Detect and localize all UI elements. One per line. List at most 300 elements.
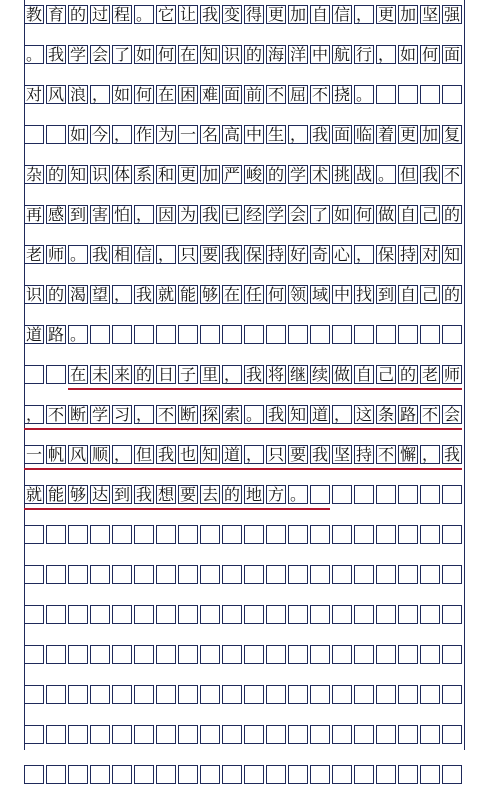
grid-cell: 如 bbox=[399, 45, 416, 64]
grid-cell bbox=[398, 605, 418, 624]
grid-cell: 路 bbox=[47, 325, 64, 344]
grid-cell bbox=[68, 605, 88, 624]
grid-cell: 屈 bbox=[289, 85, 306, 104]
grid-cell: 要 bbox=[201, 245, 218, 264]
grid-cell bbox=[178, 685, 198, 704]
grid-cell: ， bbox=[355, 5, 372, 24]
grid-cell: ， bbox=[333, 405, 350, 424]
grid-cell: 何 bbox=[355, 205, 372, 224]
grid-cell: 道 bbox=[311, 405, 328, 424]
grid-cell: 我 bbox=[245, 365, 262, 384]
grid-cell bbox=[244, 685, 264, 704]
grid-cell: 不 bbox=[377, 445, 394, 464]
grid-cell bbox=[288, 525, 308, 544]
grid-cell: 。 bbox=[69, 325, 86, 344]
text-row bbox=[0, 85, 489, 117]
grid-cell bbox=[420, 685, 440, 704]
grid-cell: 更 bbox=[399, 125, 416, 144]
grid-cell: 子 bbox=[179, 365, 196, 384]
grid-cell bbox=[90, 725, 110, 744]
grid-cell: 怕 bbox=[113, 205, 130, 224]
grid-cell bbox=[156, 765, 176, 784]
grid-cell: 对 bbox=[421, 245, 438, 264]
grid-cell bbox=[332, 325, 352, 344]
grid-cell: 我 bbox=[223, 245, 240, 264]
grid-cell: 我 bbox=[311, 125, 328, 144]
grid-cell bbox=[288, 725, 308, 744]
grid-cell: 行 bbox=[355, 45, 372, 64]
grid-cell: 战 bbox=[355, 165, 372, 184]
text-row bbox=[0, 165, 489, 197]
grid-cell: 渴 bbox=[69, 285, 86, 304]
grid-cell bbox=[244, 565, 264, 584]
grid-cell: 为 bbox=[157, 125, 174, 144]
grid-cell: 知 bbox=[201, 445, 218, 464]
grid-cell: 这 bbox=[355, 405, 372, 424]
grid-cell: 何 bbox=[421, 45, 438, 64]
grid-cell bbox=[442, 485, 462, 504]
grid-cell: 我 bbox=[267, 405, 284, 424]
grid-cell bbox=[24, 725, 44, 744]
grid-cell: 。 bbox=[69, 245, 86, 264]
grid-cell: 着 bbox=[377, 125, 394, 144]
grid-cell bbox=[266, 725, 286, 744]
grid-cell bbox=[134, 725, 154, 744]
grid-cell bbox=[376, 485, 396, 504]
grid-cell: 风 bbox=[69, 445, 86, 464]
grid-cell: 找 bbox=[355, 285, 372, 304]
red-underline bbox=[24, 508, 330, 510]
grid-cell: 帆 bbox=[47, 445, 64, 464]
grid-cell: 何 bbox=[135, 85, 152, 104]
grid-cell: 索 bbox=[223, 405, 240, 424]
grid-cell: 够 bbox=[69, 485, 86, 504]
grid-cell: 条 bbox=[377, 405, 394, 424]
grid-cell: 面 bbox=[443, 45, 460, 64]
grid-cell: 严 bbox=[223, 165, 240, 184]
grid-cell: 更 bbox=[377, 5, 394, 24]
grid-cell: 不 bbox=[267, 85, 284, 104]
grid-cell: 己 bbox=[377, 365, 394, 384]
grid-cell: 去 bbox=[201, 485, 218, 504]
text-row bbox=[0, 365, 489, 397]
grid-cell bbox=[156, 525, 176, 544]
grid-cell bbox=[68, 765, 88, 784]
grid-cell: 做 bbox=[377, 205, 394, 224]
grid-cell: 做 bbox=[333, 365, 350, 384]
grid-cell bbox=[178, 525, 198, 544]
grid-cell: 不 bbox=[311, 85, 328, 104]
empty-row bbox=[0, 565, 489, 597]
grid-cell bbox=[46, 765, 66, 784]
grid-cell bbox=[90, 525, 110, 544]
grid-cell bbox=[398, 525, 418, 544]
grid-cell bbox=[310, 525, 330, 544]
grid-cell: 不 bbox=[47, 405, 64, 424]
grid-cell bbox=[442, 645, 462, 664]
grid-cell: 保 bbox=[377, 245, 394, 264]
grid-cell: 域 bbox=[311, 285, 328, 304]
grid-cell: 。 bbox=[355, 85, 372, 104]
grid-cell bbox=[24, 685, 44, 704]
text-row bbox=[0, 405, 489, 437]
grid-cell: 如 bbox=[333, 205, 350, 224]
grid-cell: 识 bbox=[25, 285, 42, 304]
grid-cell: 继 bbox=[289, 365, 306, 384]
grid-cell bbox=[266, 765, 286, 784]
grid-cell bbox=[112, 645, 132, 664]
grid-cell bbox=[376, 525, 396, 544]
grid-cell: 面 bbox=[223, 85, 240, 104]
grid-cell bbox=[156, 685, 176, 704]
grid-cell: 望 bbox=[91, 285, 108, 304]
grid-cell bbox=[310, 765, 330, 784]
grid-cell bbox=[222, 605, 242, 624]
grid-cell: 感 bbox=[47, 205, 64, 224]
grid-cell bbox=[310, 485, 330, 504]
grid-cell: 就 bbox=[157, 285, 174, 304]
grid-cell bbox=[112, 565, 132, 584]
grid-cell bbox=[178, 725, 198, 744]
grid-cell bbox=[332, 645, 352, 664]
grid-cell: 挑 bbox=[333, 165, 350, 184]
red-underline bbox=[24, 468, 462, 470]
grid-cell: 相 bbox=[113, 245, 130, 264]
grid-cell bbox=[90, 645, 110, 664]
grid-cell: ， bbox=[245, 445, 262, 464]
grid-cell bbox=[24, 125, 44, 144]
grid-cell: ， bbox=[25, 405, 42, 424]
grid-cell bbox=[222, 325, 242, 344]
empty-row bbox=[0, 765, 489, 797]
grid-cell bbox=[244, 325, 264, 344]
grid-cell bbox=[310, 565, 330, 584]
grid-cell bbox=[420, 605, 440, 624]
grid-cell: 学 bbox=[267, 205, 284, 224]
grid-cell: 。 bbox=[377, 165, 394, 184]
grid-cell bbox=[332, 685, 352, 704]
grid-cell: 育 bbox=[47, 5, 64, 24]
empty-row bbox=[0, 685, 489, 717]
grid-cell: 加 bbox=[289, 5, 306, 24]
grid-cell: 日 bbox=[157, 365, 174, 384]
grid-cell: 了 bbox=[311, 205, 328, 224]
grid-cell bbox=[200, 725, 220, 744]
grid-cell: 识 bbox=[91, 165, 108, 184]
grid-cell: ， bbox=[223, 365, 240, 384]
grid-cell: 地 bbox=[245, 485, 262, 504]
grid-cell: 为 bbox=[179, 205, 196, 224]
grid-cell: 在 bbox=[69, 365, 86, 384]
grid-cell: 了 bbox=[113, 45, 130, 64]
grid-cell: 会 bbox=[91, 45, 108, 64]
grid-cell: 在 bbox=[179, 45, 196, 64]
grid-cell bbox=[134, 645, 154, 664]
grid-cell bbox=[90, 565, 110, 584]
grid-cell bbox=[376, 565, 396, 584]
grid-cell: 程 bbox=[113, 5, 130, 24]
grid-cell: 达 bbox=[91, 485, 108, 504]
grid-cell: 如 bbox=[135, 45, 152, 64]
grid-cell: 如 bbox=[69, 125, 86, 144]
grid-cell: 路 bbox=[399, 405, 416, 424]
grid-cell: ， bbox=[91, 85, 108, 104]
grid-cell bbox=[156, 645, 176, 664]
grid-cell bbox=[354, 605, 374, 624]
grid-cell bbox=[222, 525, 242, 544]
grid-cell bbox=[178, 645, 198, 664]
grid-cell: 再 bbox=[25, 205, 42, 224]
grid-cell: 到 bbox=[69, 205, 86, 224]
empty-row bbox=[0, 605, 489, 637]
grid-cell bbox=[332, 765, 352, 784]
grid-cell: 的 bbox=[443, 285, 460, 304]
grid-cell: ， bbox=[113, 125, 130, 144]
grid-cell bbox=[442, 725, 462, 744]
grid-cell bbox=[90, 685, 110, 704]
grid-cell bbox=[222, 685, 242, 704]
grid-cell bbox=[46, 525, 66, 544]
grid-cell: 会 bbox=[443, 405, 460, 424]
grid-cell bbox=[266, 685, 286, 704]
grid-cell bbox=[24, 565, 44, 584]
grid-cell: 何 bbox=[157, 45, 174, 64]
grid-cell: 也 bbox=[179, 445, 196, 464]
grid-cell: 名 bbox=[201, 125, 218, 144]
red-underline bbox=[24, 428, 462, 430]
grid-cell: 能 bbox=[179, 285, 196, 304]
grid-cell: 峻 bbox=[245, 165, 262, 184]
grid-cell bbox=[398, 725, 418, 744]
grid-cell: 懈 bbox=[399, 445, 416, 464]
grid-cell bbox=[266, 325, 286, 344]
text-row bbox=[0, 245, 489, 277]
grid-cell bbox=[420, 85, 440, 104]
grid-cell: 困 bbox=[179, 85, 196, 104]
grid-cell: 在 bbox=[157, 85, 174, 104]
grid-cell bbox=[222, 725, 242, 744]
empty-row bbox=[0, 725, 489, 757]
grid-cell: 够 bbox=[201, 285, 218, 304]
grid-cell bbox=[24, 765, 44, 784]
grid-cell: 老 bbox=[421, 365, 438, 384]
grid-cell: 信 bbox=[135, 245, 152, 264]
grid-cell: 我 bbox=[91, 245, 108, 264]
grid-cell: 杂 bbox=[25, 165, 42, 184]
grid-cell bbox=[442, 85, 462, 104]
grid-cell: 断 bbox=[69, 405, 86, 424]
grid-cell: 害 bbox=[91, 205, 108, 224]
grid-cell: 不 bbox=[443, 165, 460, 184]
grid-cell: 自 bbox=[399, 285, 416, 304]
grid-cell: 自 bbox=[355, 365, 372, 384]
grid-cell: 复 bbox=[443, 125, 460, 144]
grid-cell: 我 bbox=[311, 445, 328, 464]
grid-cell bbox=[178, 565, 198, 584]
grid-cell: 体 bbox=[113, 165, 130, 184]
grid-cell bbox=[288, 645, 308, 664]
grid-cell: 术 bbox=[311, 165, 328, 184]
grid-cell: 它 bbox=[157, 5, 174, 24]
grid-cell bbox=[310, 325, 330, 344]
grid-cell: 己 bbox=[421, 285, 438, 304]
text-row bbox=[0, 125, 489, 157]
grid-cell: 方 bbox=[267, 485, 284, 504]
grid-cell: 持 bbox=[355, 445, 372, 464]
grid-cell bbox=[200, 325, 220, 344]
grid-cell: 我 bbox=[201, 5, 218, 24]
grid-cell bbox=[310, 645, 330, 664]
grid-cell bbox=[200, 645, 220, 664]
grid-cell: 和 bbox=[157, 165, 174, 184]
grid-cell bbox=[134, 685, 154, 704]
grid-cell bbox=[24, 525, 44, 544]
text-row bbox=[0, 5, 489, 37]
grid-cell: 加 bbox=[399, 5, 416, 24]
grid-cell bbox=[354, 485, 374, 504]
grid-cell: 一 bbox=[25, 445, 42, 464]
empty-row bbox=[0, 645, 489, 677]
grid-cell bbox=[46, 685, 66, 704]
grid-cell: 会 bbox=[289, 205, 306, 224]
grid-cell: 变 bbox=[223, 5, 240, 24]
grid-cell: 的 bbox=[399, 365, 416, 384]
grid-cell: 知 bbox=[69, 165, 86, 184]
grid-cell: 何 bbox=[267, 285, 284, 304]
grid-cell: 师 bbox=[47, 245, 64, 264]
grid-cell: 只 bbox=[179, 245, 196, 264]
grid-cell: 的 bbox=[267, 165, 284, 184]
grid-cell bbox=[266, 645, 286, 664]
grid-cell bbox=[244, 725, 264, 744]
grid-cell: 。 bbox=[289, 485, 306, 504]
grid-cell bbox=[376, 765, 396, 784]
grid-cell: 续 bbox=[311, 365, 328, 384]
grid-cell bbox=[376, 645, 396, 664]
grid-cell: 过 bbox=[91, 5, 108, 24]
grid-cell bbox=[332, 605, 352, 624]
grid-cell bbox=[134, 765, 154, 784]
grid-cell bbox=[24, 645, 44, 664]
grid-cell bbox=[376, 85, 396, 104]
grid-cell bbox=[398, 685, 418, 704]
grid-cell bbox=[420, 565, 440, 584]
grid-cell bbox=[200, 525, 220, 544]
grid-cell bbox=[68, 645, 88, 664]
grid-cell bbox=[244, 645, 264, 664]
grid-cell bbox=[156, 605, 176, 624]
grid-cell: 的 bbox=[223, 485, 240, 504]
grid-cell bbox=[90, 325, 110, 344]
grid-cell: 让 bbox=[179, 5, 196, 24]
grid-cell: 已 bbox=[223, 205, 240, 224]
grid-cell bbox=[332, 565, 352, 584]
grid-cell: 加 bbox=[421, 125, 438, 144]
grid-cell: 能 bbox=[47, 485, 64, 504]
grid-cell bbox=[222, 765, 242, 784]
grid-cell bbox=[134, 525, 154, 544]
grid-cell bbox=[244, 605, 264, 624]
grid-cell bbox=[46, 125, 66, 144]
grid-cell bbox=[398, 765, 418, 784]
grid-cell bbox=[354, 725, 374, 744]
grid-cell: ， bbox=[289, 125, 306, 144]
grid-cell: 浪 bbox=[69, 85, 86, 104]
grid-cell bbox=[332, 525, 352, 544]
grid-cell bbox=[332, 485, 352, 504]
grid-cell: 面 bbox=[333, 125, 350, 144]
grid-cell bbox=[354, 645, 374, 664]
grid-cell: 但 bbox=[399, 165, 416, 184]
grid-cell: ， bbox=[377, 45, 394, 64]
grid-cell bbox=[24, 605, 44, 624]
grid-cell bbox=[398, 325, 418, 344]
grid-cell: 风 bbox=[47, 85, 64, 104]
grid-cell: 系 bbox=[135, 165, 152, 184]
grid-cell: 里 bbox=[201, 365, 218, 384]
grid-cell: ， bbox=[135, 205, 152, 224]
grid-cell bbox=[266, 605, 286, 624]
grid-cell bbox=[420, 325, 440, 344]
grid-cell: 老 bbox=[25, 245, 42, 264]
grid-cell bbox=[46, 365, 66, 384]
grid-cell bbox=[376, 685, 396, 704]
grid-cell bbox=[156, 325, 176, 344]
grid-cell bbox=[376, 725, 396, 744]
grid-cell: 难 bbox=[201, 85, 218, 104]
grid-cell bbox=[288, 605, 308, 624]
grid-cell: 加 bbox=[201, 165, 218, 184]
grid-cell: 海 bbox=[267, 45, 284, 64]
grid-cell bbox=[156, 725, 176, 744]
grid-cell bbox=[178, 605, 198, 624]
grid-cell: 到 bbox=[377, 285, 394, 304]
grid-cell: 道 bbox=[223, 445, 240, 464]
grid-cell bbox=[178, 325, 198, 344]
grid-cell: 持 bbox=[267, 245, 284, 264]
grid-cell: 临 bbox=[355, 125, 372, 144]
grid-cell bbox=[134, 605, 154, 624]
grid-cell: 学 bbox=[69, 45, 86, 64]
grid-cell: 道 bbox=[25, 325, 42, 344]
grid-cell bbox=[46, 645, 66, 664]
grid-cell bbox=[200, 565, 220, 584]
grid-cell: 要 bbox=[179, 485, 196, 504]
grid-cell bbox=[420, 765, 440, 784]
grid-cell: 的 bbox=[47, 165, 64, 184]
grid-cell bbox=[68, 685, 88, 704]
text-row bbox=[0, 45, 489, 77]
grid-cell: 我 bbox=[421, 165, 438, 184]
grid-cell: 的 bbox=[47, 285, 64, 304]
grid-cell bbox=[288, 685, 308, 704]
grid-cell: 我 bbox=[201, 205, 218, 224]
grid-cell: 挠 bbox=[333, 85, 350, 104]
grid-cell: 心 bbox=[333, 245, 350, 264]
grid-cell bbox=[288, 565, 308, 584]
grid-cell: 不 bbox=[157, 405, 174, 424]
grid-cell bbox=[442, 685, 462, 704]
grid-cell bbox=[398, 565, 418, 584]
grid-cell: 强 bbox=[443, 5, 460, 24]
grid-cell: 坚 bbox=[333, 445, 350, 464]
grid-cell bbox=[112, 725, 132, 744]
grid-cell: 就 bbox=[25, 485, 42, 504]
grid-cell: 自 bbox=[399, 205, 416, 224]
grid-cell: 到 bbox=[113, 485, 130, 504]
grid-cell bbox=[112, 685, 132, 704]
grid-cell: 未 bbox=[91, 365, 108, 384]
